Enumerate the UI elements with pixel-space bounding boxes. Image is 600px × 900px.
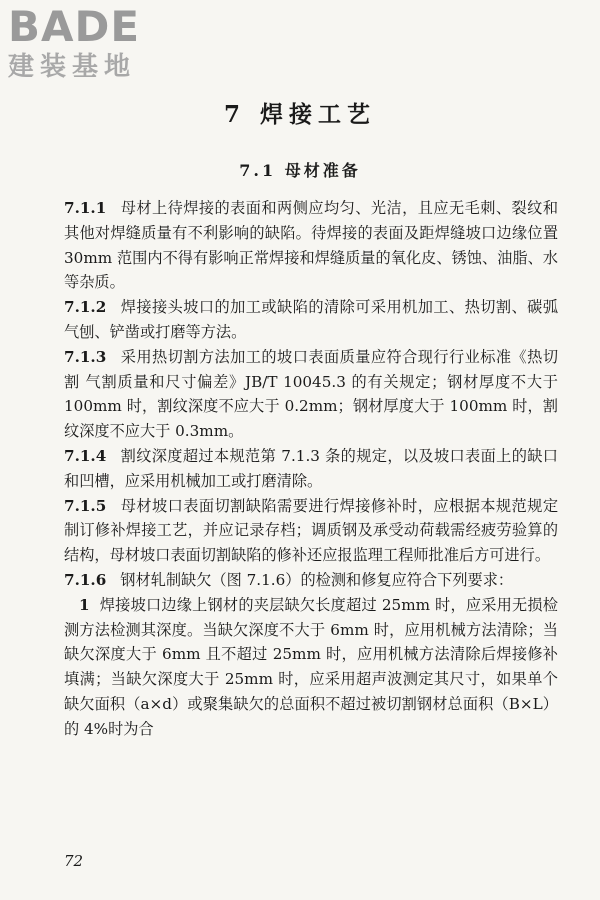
watermark-logo: [8, 4, 178, 84]
clause-text: 母材上待焊接的表面和两侧应均匀、光洁，且应无毛刺、裂纹和其他对焊缝质量有不利影响的缺陷。待焊接的表面及距焊缝坡口边缘位置 30mm 范围内不得有影响正常焊接和焊缝质量的氧化皮、锈蚀、油脂、水等杂质。: [64, 199, 558, 292]
page-number: 72: [64, 852, 84, 870]
logo-text: BADE: [8, 2, 141, 51]
clause-text: 采用热切割方法加工的坡口表面质量应符合现行行业标准《热切割 气割质量和尺寸偏差》JB/T 10045.3 的有关规定；钢材厚度不大于 100mm 时，割纹深度不应大于 0.2mm；钢材厚度大于 100mm 时，割纹深度不应大于 0.3mm。: [64, 347, 558, 441]
clause-7-1-5: [64, 494, 558, 568]
clause-text: 割纹深度超过本规范第 7.1.3 条的规定，以及坡口表面上的缺口和凹槽，应采用机械加工或打磨清除。: [64, 446, 558, 490]
clause-number: 7.1.5: [64, 496, 107, 515]
clause-7-1-1: [64, 196, 558, 295]
clause-text: 钢材轧制缺欠（图 7.1.6）的检测和修复应符合下列要求：: [120, 570, 514, 589]
section-title: 7.1 母材准备: [239, 161, 361, 180]
clause-number: 7.1.3: [64, 347, 107, 366]
clause-number: 7.1.6: [64, 570, 107, 589]
clause-number: 7.1.4: [64, 446, 107, 465]
clause-number: 7.1.1: [64, 199, 107, 217]
item-number: 1: [79, 595, 90, 614]
chapter-title: 7 焊接工艺: [223, 101, 376, 128]
clause-number: 7.1.2: [64, 298, 107, 317]
clause-7-1-6: [64, 568, 558, 593]
clause-7-1-4: [64, 444, 558, 494]
clause-7-1-3: [64, 345, 558, 444]
item-text: 焊接坡口边缘上钢材的夹层缺欠长度超过 25mm 时，应采用无损检测方法检测其深度。当缺欠深度不大于 6mm 时，应用机械方法清除；当缺欠深度大于 6mm 且不超过 25mm 时，应用机械方法清除后焊接修补填满；当缺欠深度大于 25mm 时，应采用超声波测定其尺寸，如果单个缺欠面积（a×d）或聚集缺欠的总面积不超过被切割钢材总面积（B×L）的 4%时为合: [64, 595, 558, 738]
logo-subtext: 建装基地: [8, 52, 137, 82]
clause-text: 焊接接头坡口的加工或缺陷的清除可采用机加工、热切割、碳弧气刨、铲凿或打磨等方法。: [64, 298, 558, 341]
document-body: [64, 196, 558, 742]
clause-7-1-2: [64, 295, 558, 345]
clause-text: 母材坡口表面切割缺陷需要进行焊接修补时，应根据本规范规定制订修补焊接工艺，并应记录存档；调质钢及承受动荷载需经疲劳验算的结构，母材坡口表面切割缺陷的修补还应报监理工程师批准后方可进行。: [64, 496, 558, 565]
list-item: [64, 593, 558, 742]
